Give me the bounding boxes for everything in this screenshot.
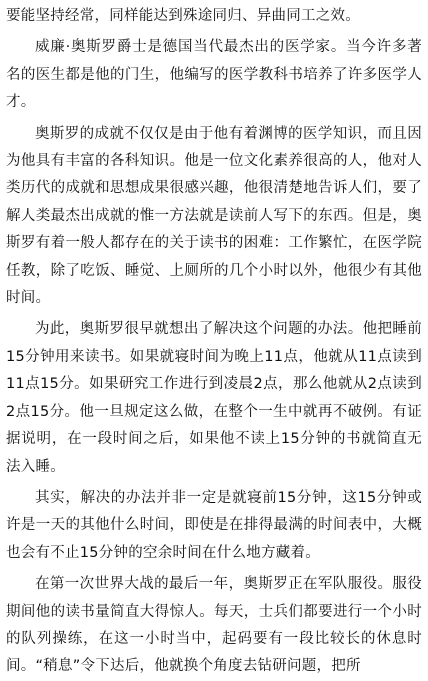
paragraph-2: 威廉·奥斯罗爵士是德国当代最杰出的医学家。当今许多著名的医生都是他的门生，他编写的医学教科书培养了许多医学人才。 xyxy=(6,39,422,111)
paragraph-1: 要能坚持经常，同样能达到殊途同归、异曲同工之效。 xyxy=(6,8,360,24)
paragraph-6: 在第一次世界大战的最后一年，奥斯罗正在军队服役。服役期间他的读书量简直大得惊人。每天，士兵们都要进行一个小时的队列操练，在这一小时当中，起码要有一段比较长的休息时间。“稍息”令下达后，他就换个角度去钻研问题，把所 xyxy=(6,576,422,675)
paragraph-4: 为此，奥斯罗很早就想出了解决这个问题的办法。他把睡前15分钟用来读书。如果就寝时间为晚上11点，他就从11点读到11点15分。如果研究工作进行到凌晨2点，那么他就从2点读到2点15分。他一旦规定这么做，在整个一生中就再不破例。有证据说明，在一段时间之后，如果他不读上15分钟的书就简直无法入睡。 xyxy=(6,321,422,475)
paragraph-3: 奥斯罗的成就不仅仅是由于他有着渊博的医学知识，而且因为他具有丰富的各科知识。他是一位文化素养很高的人，他对人类历代的成就和思想成果很感兴趣，他很清楚地告诉人们，要了解人类最杰出成就的惟一方法就是读前人写下的东西。但是，奥斯罗有着一般人都存在的关于读书的困难：工作繁忙，在医学院任教，除了吃饭、睡觉、上厕所的几个小时以外，他很少有其他时间。 xyxy=(6,125,422,307)
paragraph-5: 其实，解决的办法并非一定是就寝前15分钟，这15分钟或许是一天的其他什么时间，即使是在排得最满的时间表中，大概也会有不止15分钟的空余时间在什么地方藏着。 xyxy=(6,489,422,561)
body-text xyxy=(6,3,422,681)
